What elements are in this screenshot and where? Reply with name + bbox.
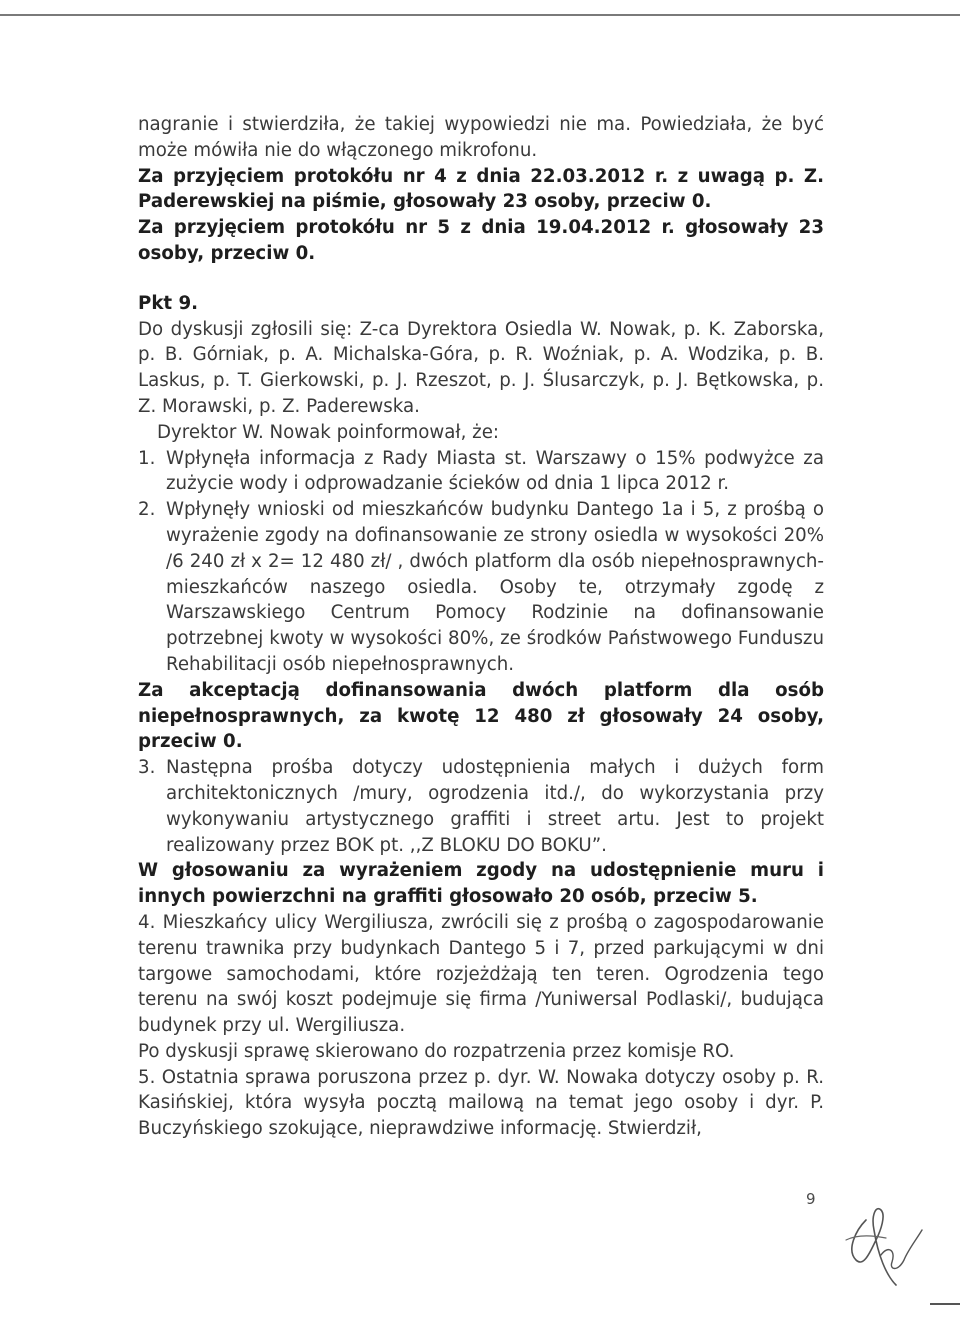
- document-page: [138, 112, 824, 1142]
- vote-protocol-4: Za przyjęciem protokółu nr 4 z dnia 22.03.2012 r. z uwagą p. Z. Paderewskiej na piśmie, głosowały 23 osoby, przeciw 0.: [138, 165, 824, 213]
- item-text: Wpłynęły wnioski od mieszkańców budynku Dantego 1a i 5, z prośbą o wyrażenie zgody na dofinansowanie ze strony osiedla w wysokości 20% /6 240 zł x 2= 12 480 zł/ , dwóch platform dla osób niepełnosprawnych-mieszkańców naszego osiedla. Osoby te, otrzymały zgodę z Warszawskiego Centrum Pomocy Rodzinie na dofinansowanie potrzebnej kwoty w wysokości 80%, ze środków Państwowego Funduszu Rehabilitacji osób niepełnosprawnych.: [166, 499, 824, 675]
- item-text: Wpłynęła informacja z Rady Miasta st. Warszawy o 15% podwyżce za zużycie wody i odprowadzanie ścieków od dnia 1 lipca 2012 r.: [166, 447, 824, 495]
- item-number: 3.: [138, 757, 156, 779]
- section-heading: Pkt 9.: [138, 292, 199, 314]
- vote-platforms: Za akceptacją dofinansowania dwóch platform dla osób niepełnosprawnych, za kwotę 12 480 zł głosowały 24 osoby, przeciw 0.: [138, 679, 824, 753]
- item-text: Następna prośba dotyczy udostępnienia małych i dużych form architektonicznych /mury, ogrodzenia itd./, do wykorzystania przy wykonywaniu artystycznego graffiti i street artu. Jest to projekt realizowany przez BOK pt. ,,Z BLOKU DO BOKU”.: [166, 757, 824, 856]
- list-item: [138, 446, 824, 498]
- page-number: 9: [806, 1190, 816, 1208]
- discussion-participants: Do dyskusji zgłosili się: Z-ca Dyrektora Osiedla W. Nowak, p. K. Zaborska, p. B. Górniak, p. A. Michalska-Góra, p. R. Woźniak, p. A. Wodzika, p. B. Laskus, p. T. Gierkowski, p. J. Rzeszot, p. J. Ślusarczyk, p. J. Bętkowska, p. Z. Morawski, p. Z. Paderewska.: [138, 318, 824, 417]
- item-5-paragraph: 5. Ostatnia sprawa poruszona przez p. dyr. W. Nowaka dotyczy osoby p. R. Kasińskiej, która wysyła pocztą mailową na temat jego osoby i dyr. P. Buczyńskiego szokujące, nieprawdziwe informację. Stwierdził,: [138, 1066, 824, 1140]
- scan-bottom-mark: [930, 1303, 960, 1305]
- director-intro: Dyrektor W. Nowak poinformował, że:: [157, 421, 500, 443]
- spacer: [138, 267, 824, 291]
- item-4-paragraph: 4. Mieszkańcy ulicy Wergiliusza, zwrócili się z prośbą o zagospodarowanie terenu trawnika przy budynkach Dantego 5 i 7, przed parkującymi w dni targowe samochodami, które rozjeżdżają ten teren. Ogrodzenia tego terenu na swój koszt podejmuje się firma /Yuniwersal Podlaski/, budująca budynek przy ul. Wergiliusza.: [138, 911, 824, 1037]
- list-item: [138, 497, 824, 678]
- item-number: 2.: [138, 499, 156, 521]
- paragraph-recording: nagranie i stwierdziła, że takiej wypowiedzi nie ma. Powiedziała, że być może mówiła nie do włączonego mikrofonu.: [138, 114, 824, 161]
- scan-top-edge: [0, 14, 960, 16]
- handwritten-signature: [826, 1200, 926, 1295]
- list-item: [138, 755, 824, 858]
- vote-graffiti: W głosowaniu za wyrażeniem zgody na udostępnienie muru i innych powierzchni na graffiti głosowało 20 osób, przeciw 5.: [138, 860, 824, 908]
- vote-protocol-5: Za przyjęciem protokółu nr 5 z dnia 19.04.2012 r. głosowały 23 osoby, przeciw 0.: [138, 217, 824, 264]
- item-number: 1.: [138, 447, 156, 469]
- after-discussion-note: Po dyskusji sprawę skierowano do rozpatrzenia przez komisje RO.: [138, 1040, 735, 1062]
